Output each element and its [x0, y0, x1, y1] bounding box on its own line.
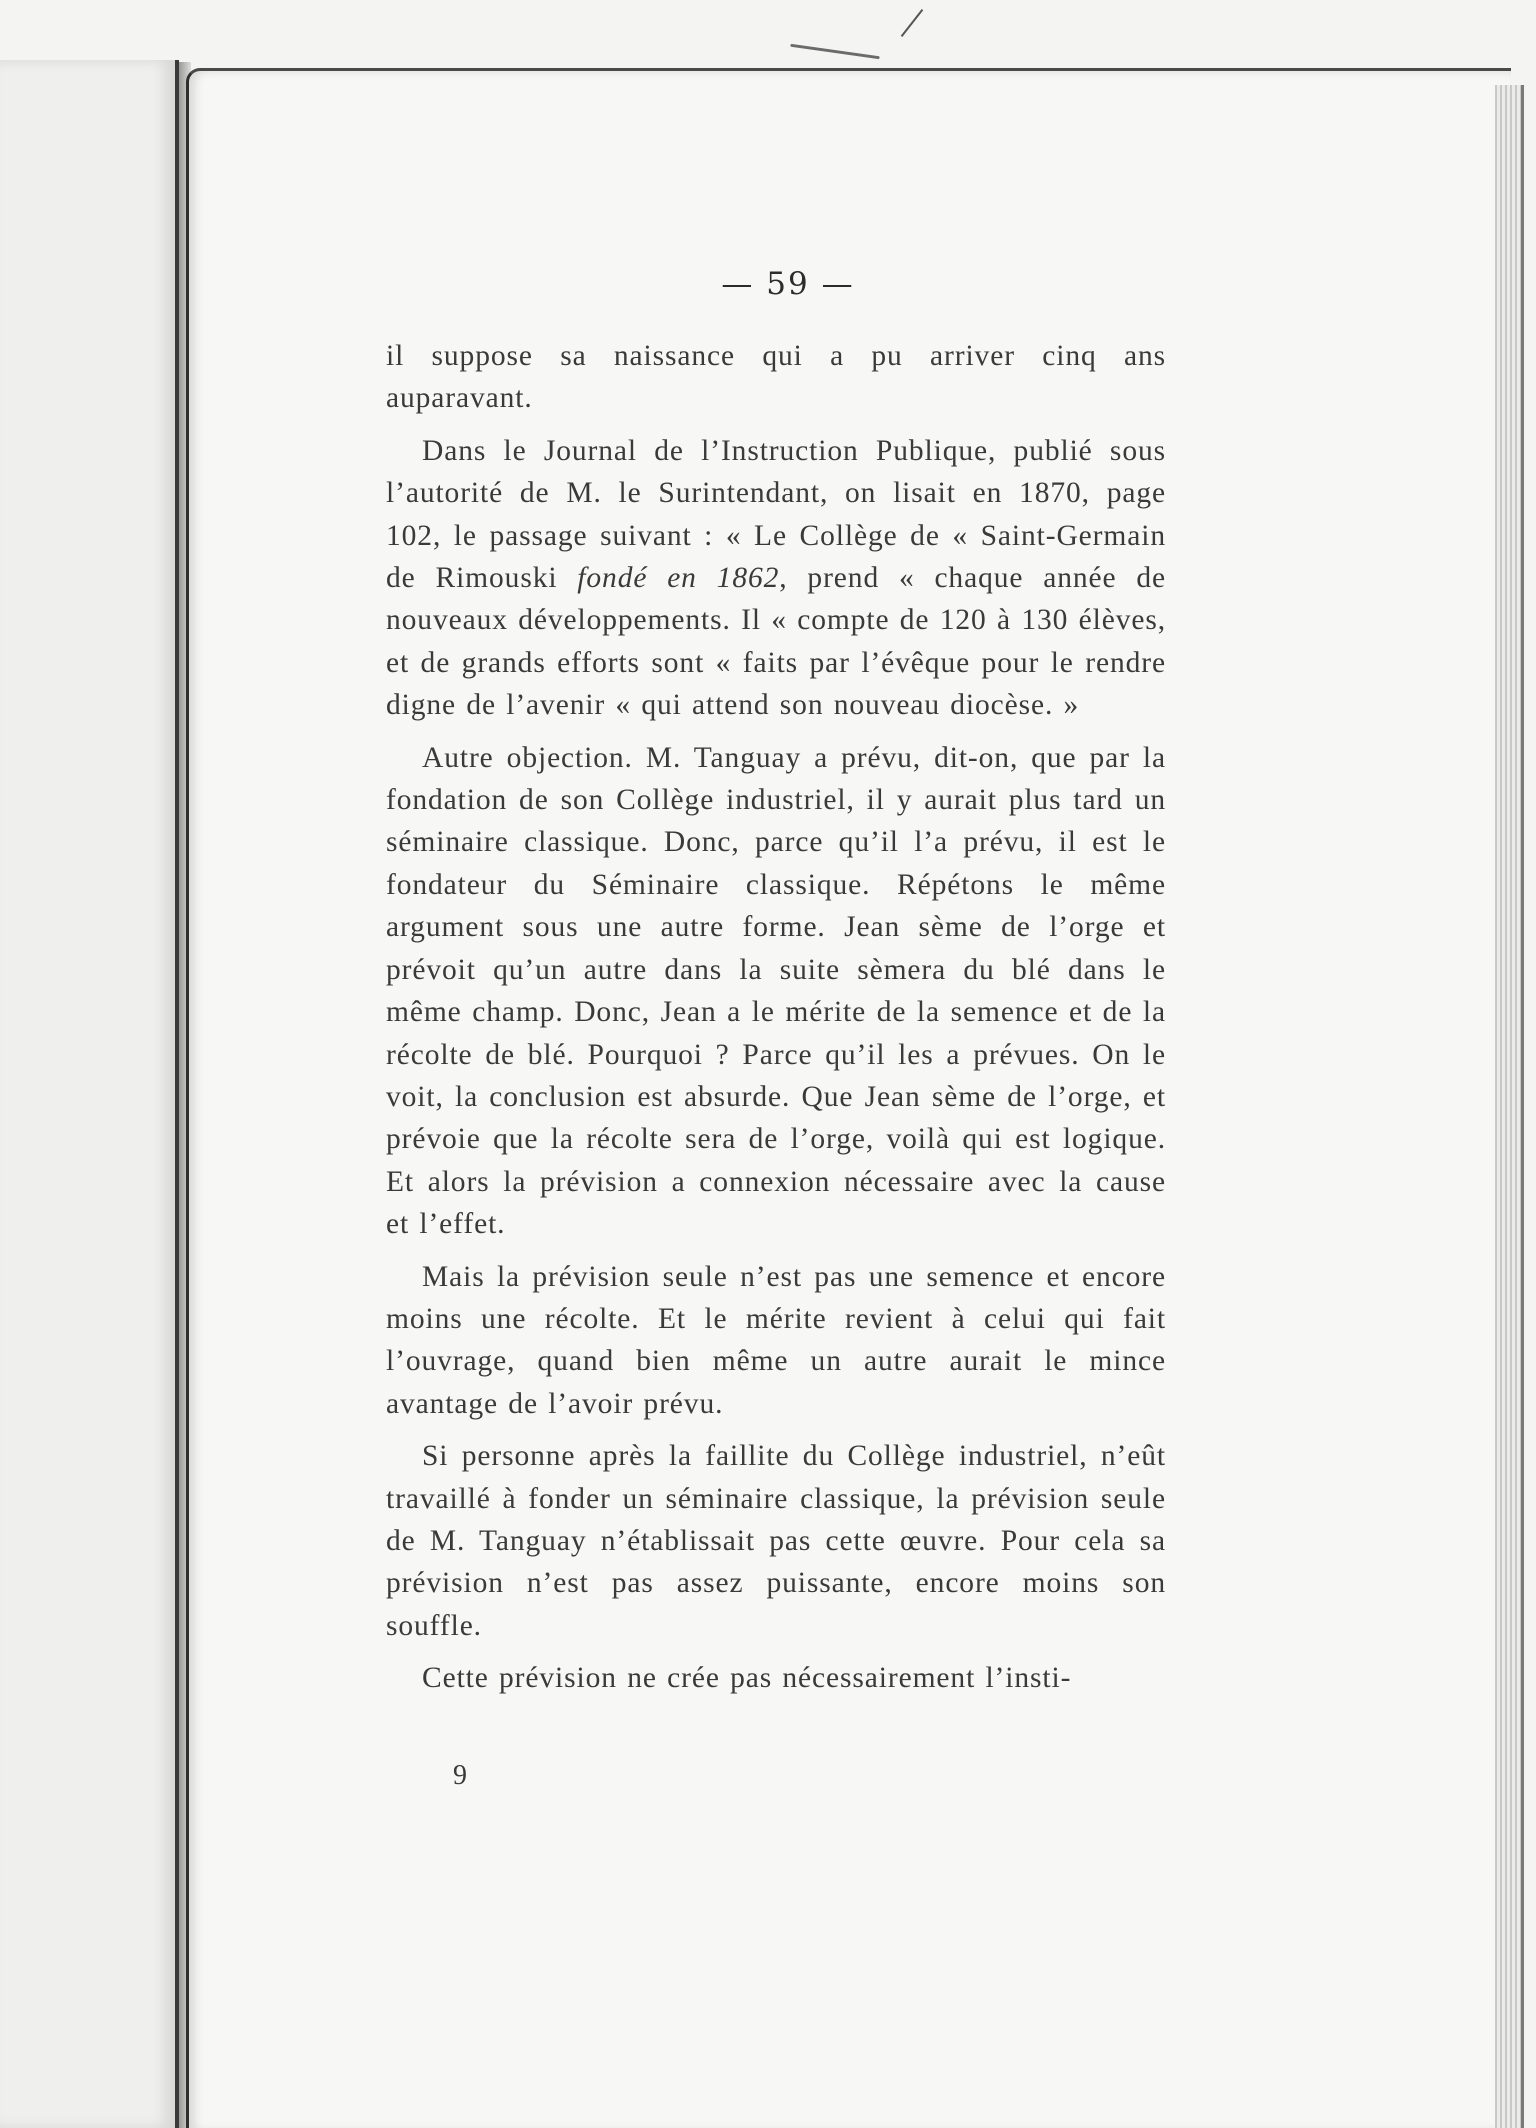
paragraph-text-part: , prend « chaque année de nouveaux développements. Il « compte de 120 à 130 élèves, et de grands efforts sont « faits par l’évêque pour le rendre digne de l’avenir « qui attend son nouveau diocèse. »	[386, 562, 1167, 722]
page-edges	[1495, 85, 1524, 2128]
signature-mark: 9	[453, 1760, 467, 1791]
page-number: — 59 —	[721, 266, 855, 302]
paragraph: Mais la prévision seule n’est pas une semence et encore moins une récolte. Et le mérite revient à celui qui fait l’ouvrage, quand bien même un autre aurait le mince avantage de l’avoir prévu.	[386, 1260, 1166, 1420]
paragraph-journal-quote	[386, 430, 1166, 727]
paragraph: il suppose sa naissance qui a pu arriver cinq ans auparavant.	[386, 340, 1166, 415]
paragraph: Autre objection. M. Tanguay a prévu, dit-on, que par la fondation de son Collège industriel, il y aurait plus tard un séminaire classique. Donc, parce qu’il l’a prévu, il est le fondateur du Séminaire classique. Répétons le même argument sous une autre forme. Jean sème de l’orge et prévoit qu’un autre dans la suite sèmera du blé dans le même champ. Donc, Jean a le mérite de la semence et de la récolte de blé. Pourquoi ? Parce qu’il les a prévues. On le voit, la conclusion est absurde. Que Jean sème de l’orge, et prévoie que la récolte sera de l’orge, voilà qui est logique. Et alors la prévision a connexion nécessaire avec la cause et l’effet.	[386, 741, 1166, 1241]
paragraph: Si personne après la faillite du Collège industriel, n’eût travaillé à fonder un séminaire classique, la prévision seule de M. Tanguay n’établissait pas cette œuvre. Pour cela sa prévision n’est pas assez puissante, encore moins son souffle.	[386, 1440, 1166, 1642]
paragraph: Cette prévision ne crée pas nécessairement l’insti-	[422, 1662, 1072, 1695]
paragraph-text-part: Dans le Journal de l’Instruction Publique, publié sous l’autorité de M. le Surintendant, on lisait en 1870, page 102, le passage suivant : « Le Collège de « Saint-Germain de Rimouski	[386, 434, 1166, 595]
left-facing-page	[0, 60, 179, 2128]
body-text	[386, 335, 1166, 1710]
italic-phrase: fondé en 1862	[577, 562, 780, 595]
